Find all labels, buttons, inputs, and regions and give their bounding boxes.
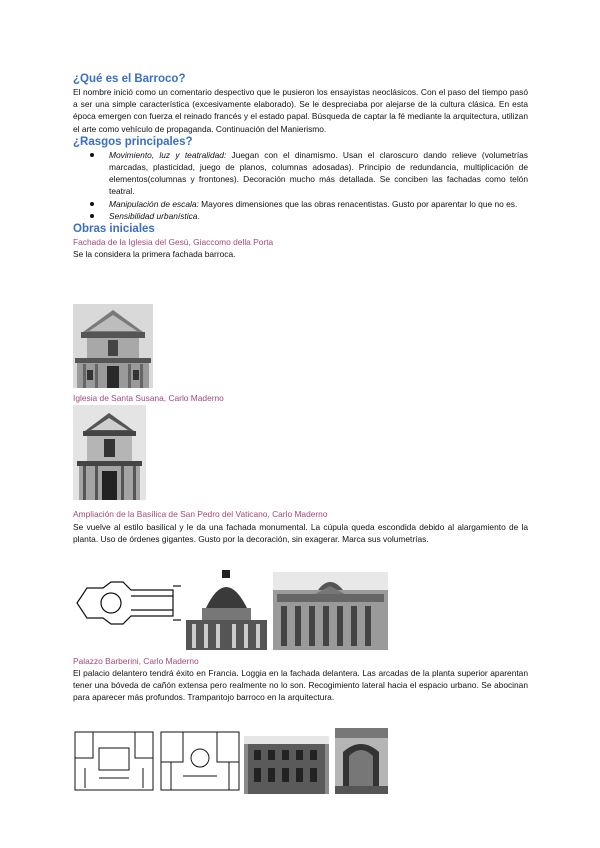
san-pedro-dome-photo (184, 566, 269, 650)
bullet-icon (90, 214, 94, 218)
list-item: Sensibilidad urbanística. (73, 210, 528, 222)
paragraph-barroco: El nombre inició como un comentario despectivo que le pusieron los ensayistas neoclásicos. Con el paso del tiempo pasó a ser una simple característica (excesivamente elaborado). Se le despreciaba por alejarse de la cultura clásica. En esta época emergen con fuerza el reinado francés y el estado papal. Búsqueda de captar la fé mediante la arquitectura, utilizan el arte como vehículo de propaganda. Continuación del Manierismo. (73, 87, 528, 134)
barberini-facade-photo (244, 736, 329, 794)
work-title-gesu: Fachada de la Iglesia del Gesù, Giaccomo della Porta (73, 237, 274, 248)
work-text-barberini: El palacio delantero tendrá éxito en Francia. Loggia en la fachada delantera. Las arcadas de la planta superior aparentan tener una bóveda de cañón extensa pero realmente no lo son. Recogimiento lateral hacia el espacio urbano. Se abocinan para aparecer más profundos. Trampantojo barroco en la arquitectura. (73, 668, 528, 703)
work-title-barberini: Palazzo Barberini, Carlo Maderno (73, 656, 199, 666)
document-page (73, 72, 528, 260)
barberini-plan-2-drawing (159, 728, 241, 794)
heading-obras: Obras iniciales (73, 223, 155, 236)
barberini-loggia-photo (335, 728, 388, 794)
bullet-icon (90, 153, 94, 157)
rasgos-list (73, 149, 528, 222)
barberini-plan-1-drawing (73, 728, 155, 794)
work-text-gesu: Se la considera la primera fachada barroca. (73, 249, 236, 260)
work-text-san-pedro: Se vuelve al estilo basilical y le da una fachada monumental. La cúpula queda escondida debido al alargamiento de la planta. Uso de órdenes gigantes. Gusto por la decoración, sin exagerar. Marca sus volumetrías. (73, 522, 528, 545)
list-item: Manipulación de escala: Mayores dimensiones que las obras renacentistas. Gusto por aparentar lo que no es. (73, 198, 528, 210)
heading-barroco: ¿Qué es el Barroco? (73, 73, 186, 85)
san-pedro-facade-photo (273, 572, 388, 650)
santa-susana-photo (73, 405, 146, 500)
heading-rasgos: ¿Rasgos principales? (73, 135, 193, 148)
work-title-san-pedro: Ampliación de la Basílica de San Pedro del Vaticano, Carlo Maderno (73, 509, 328, 519)
san-pedro-plan-drawing (73, 578, 183, 628)
work-title-santa-susana: Iglesia de Santa Susana, Carlo Maderno (73, 393, 224, 403)
gesu-facade-photo (73, 304, 153, 388)
bullet-icon (90, 202, 94, 206)
list-item: Movimiento, luz y teatralidad: Juegan con el dinamismo. Usan el claroscuro dando relieve (volumetrías marcadas, plasticidad, juego de planos, columnas adosadas). Principio de redundancia, multiplicación de elementos(columnas y frontones). Decoración mucho más detallada. Se conciben las fachadas como telón teatral. (73, 149, 528, 198)
